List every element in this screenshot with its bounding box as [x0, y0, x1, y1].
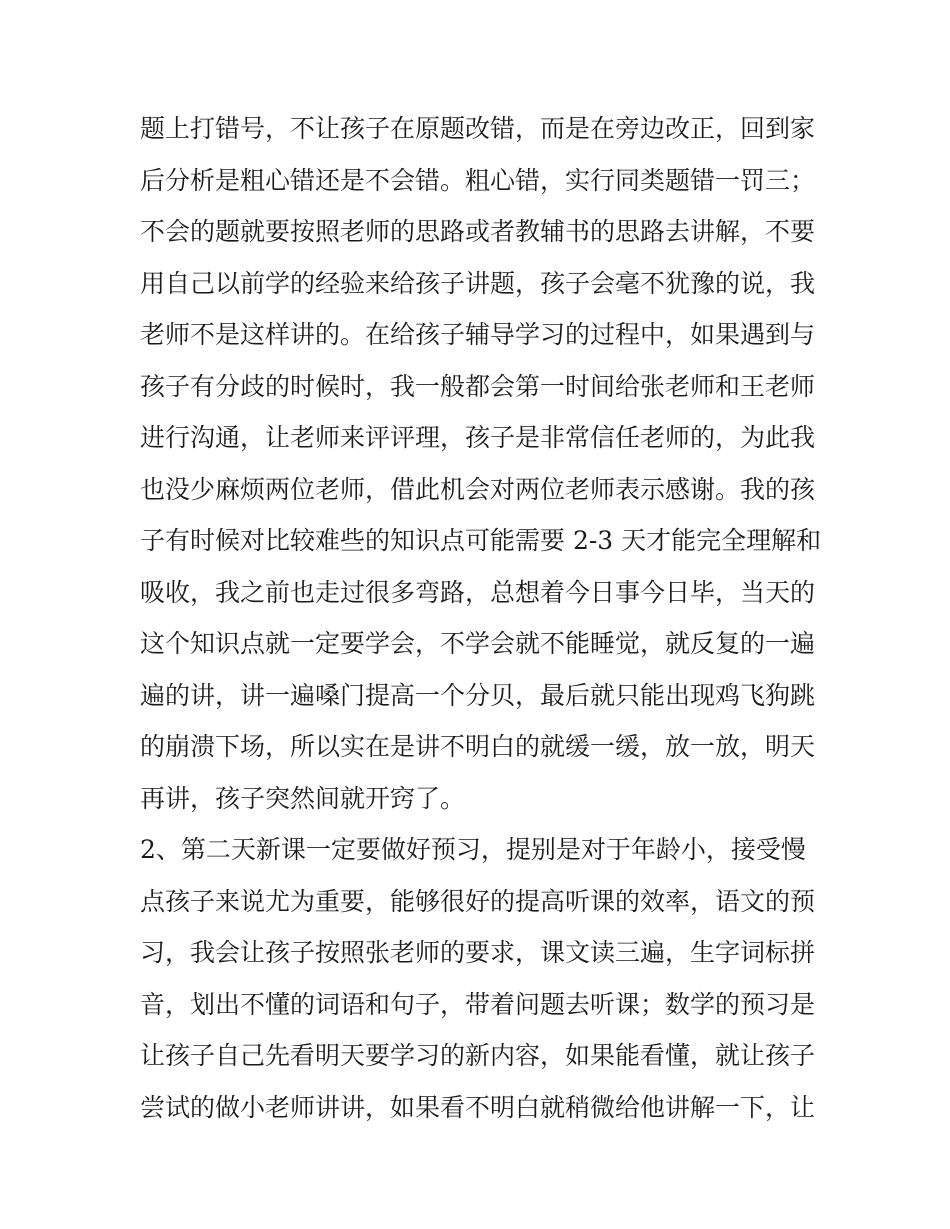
text-line: 题上打错号，不让孩子在原题改错，而是在旁边改正，回到家	[140, 114, 816, 143]
body-text	[140, 103, 820, 1133]
text-line: 用自己以前学的经验来给孩子讲题，孩子会毫不犹豫的说，我	[140, 268, 816, 298]
text-line: 遍的讲，讲一遍嗓门提高一个分贝，最后就只能出现鸡飞狗跳	[140, 680, 816, 710]
text-line: 吸收，我之前也走过很多弯路，总想着今日事今日毕，当天的	[140, 577, 816, 607]
text-line: 子有时候对比较难些的知识点可能需要 2-3 天才能完全理解和	[140, 526, 822, 555]
text-line: 的崩溃下场，所以实在是讲不明白的就缓一缓，放一放，明天	[140, 732, 816, 761]
text-line: 习，我会让孩子按照张老师的要求，课文读三遍，生字词标拼	[140, 938, 816, 967]
text-line: 后分析是粗心错还是不会错。粗心错，实行同类题错一罚三；	[140, 165, 816, 195]
text-line: 2、第二天新课一定要做好预习，提别是对于年龄小，接受慢	[140, 835, 806, 864]
text-line: 音，划出不懂的词语和句子，带着问题去听课；数学的预习是	[140, 989, 816, 1019]
text-line: 尝试的做小老师讲讲，如果看不明白就稍微给他讲解一下，让	[140, 1092, 816, 1122]
text-line: 也没少麻烦两位老师，借此机会对两位老师表示感谢。我的孩	[140, 474, 816, 504]
text-line: 再讲，孩子突然间就开窍了。	[140, 783, 466, 813]
text-line: 让孩子自己先看明天要学习的新内容，如果能看懂，就让孩子	[140, 1041, 816, 1070]
text-line: 进行沟通，让老师来评评理，孩子是非常信任老师的，为此我	[140, 423, 816, 452]
text-line: 不会的题就要按照老师的思路或者教辅书的思路去讲解，不要	[140, 217, 816, 246]
text-line: 老师不是这样讲的。在给孩子辅导学习的过程中，如果遇到与	[140, 320, 816, 349]
text-line: 点孩子来说尤为重要，能够很好的提高听课的效率，语文的预	[140, 886, 816, 916]
text-line: 这个知识点就一定要学会，不学会就不能睡觉，就反复的一遍	[140, 629, 816, 658]
text-line: 孩子有分歧的时候时，我一般都会第一时间给张老师和王老师	[140, 371, 816, 401]
